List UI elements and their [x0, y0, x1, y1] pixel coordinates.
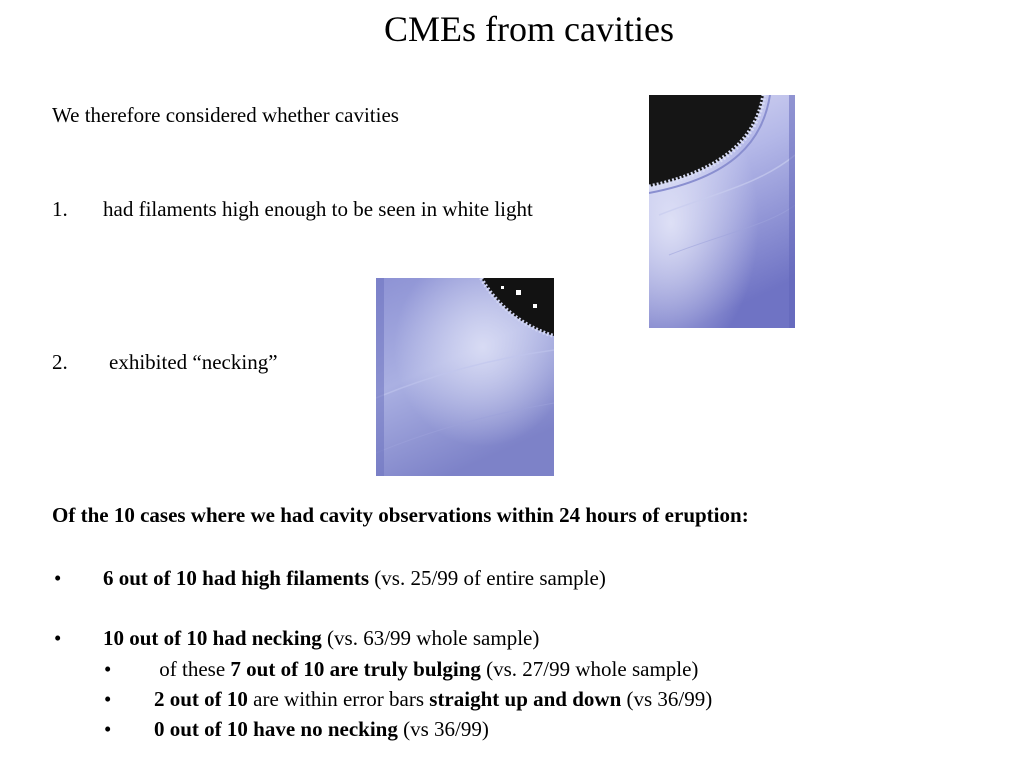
- sub-bullet-marker: •: [104, 657, 112, 681]
- sub-bullet-pre: of these: [154, 657, 231, 681]
- bullet-rest: (vs. 25/99 of entire sample): [369, 566, 606, 590]
- bullet-bold: 10 out of 10 had necking: [103, 626, 322, 650]
- bullet-rest: (vs. 63/99 whole sample): [321, 626, 540, 650]
- coronagraph-filament-graphic: [649, 95, 795, 328]
- sub-bullet-mid: are within error bars: [247, 687, 430, 711]
- sub-bullet-rest: (vs. 27/99 whole sample): [480, 657, 699, 681]
- coronagraph-necking-graphic: [376, 278, 554, 476]
- sub-bullet-text: [154, 717, 489, 742]
- sub-bullet-rest: (vs 36/99): [397, 717, 489, 741]
- sub-bullet-text: [154, 657, 698, 682]
- bullet-marker: •: [54, 566, 62, 590]
- bullet-text: [103, 566, 606, 591]
- sub-bullet-bold: 7 out of 10 are truly bulging: [230, 657, 481, 681]
- coronagraph-necking-image: [376, 278, 554, 476]
- bullet-text: [103, 626, 539, 651]
- sub-bullet-marker: •: [104, 687, 112, 711]
- list-item-text: had filaments high enough to be seen in white light: [103, 197, 533, 221]
- sub-bullet-bold: straight up and down: [429, 687, 622, 711]
- list-item-number: 1.: [52, 197, 68, 221]
- slide-title: CMEs from cavities: [384, 9, 674, 49]
- sub-bullet-text: [154, 687, 712, 712]
- summary-heading: Of the 10 cases where we had cavity observations within 24 hours of eruption:: [52, 503, 749, 527]
- sub-bullet-marker: •: [104, 717, 112, 741]
- bullet-bold: 6 out of 10 had high filaments: [103, 566, 370, 590]
- bullet-marker: •: [54, 626, 62, 650]
- intro-text: We therefore considered whether cavities: [52, 103, 399, 127]
- list-item-text: exhibited “necking”: [109, 350, 278, 374]
- coronagraph-filament-image: [649, 95, 795, 328]
- sub-bullet-bold: 2 out of 10: [154, 687, 248, 711]
- sub-bullet-rest: (vs 36/99): [621, 687, 713, 711]
- sub-bullet-bold: 0 out of 10 have no necking: [154, 717, 398, 741]
- list-item-number: 2.: [52, 350, 68, 374]
